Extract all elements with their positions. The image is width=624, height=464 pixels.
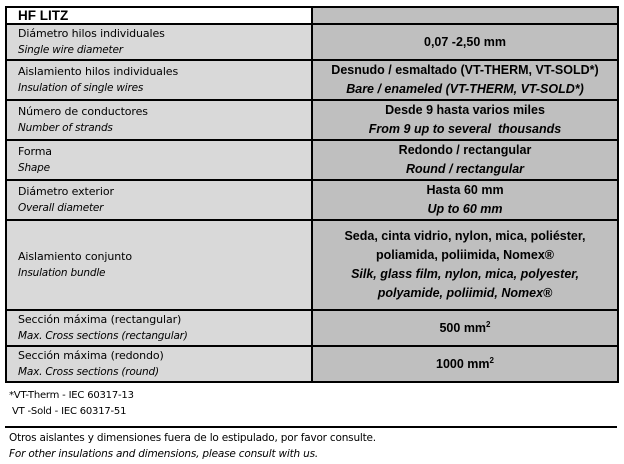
label-en: Max. Cross sections (rectangular) [18, 330, 188, 342]
value-es: Hasta 60 mm [426, 183, 504, 197]
label-es: Diámetro hilos individuales [18, 27, 165, 40]
value-unit-superscript: 2 [486, 319, 491, 329]
label-es: Diámetro exterior [18, 185, 114, 198]
row-value-cell [312, 180, 618, 220]
row-label-cell [6, 180, 312, 220]
label-en: Shape [18, 162, 50, 174]
value-en-line-1: Silk, glass film, nylon, mica, polyester, [351, 267, 579, 281]
row-value-cell [312, 310, 618, 346]
label-en: Overall diameter [18, 202, 104, 214]
row-label-cell [6, 24, 312, 60]
hf-litz-spec-table [5, 6, 619, 383]
row-label-cell [6, 60, 312, 100]
row-label-cell [6, 346, 312, 382]
table-row [6, 180, 618, 220]
table-title: HF LITZ [6, 7, 312, 24]
table-row [6, 60, 618, 100]
label-es: Sección máxima (rectangular) [18, 313, 182, 326]
footer-note [9, 430, 376, 462]
table-row [6, 346, 618, 382]
footnote-vt-therm: *VT-Therm - IEC 60317-13 [9, 390, 134, 401]
value [313, 319, 617, 338]
label-en: Insulation of single wires [18, 82, 144, 94]
label-es: Aislamiento hilos individuales [18, 65, 179, 78]
table-row [6, 310, 618, 346]
table-row [6, 220, 618, 310]
value-en-line-2: polyamide, poliimid, Nomex® [377, 286, 553, 300]
table-header-empty-cell [312, 7, 618, 24]
label-en: Number of strands [18, 122, 113, 134]
footnotes [9, 388, 134, 420]
value-es: Desnudo / esmaltado (VT-THERM, VT-SOLD*) [331, 63, 599, 77]
table-row [6, 140, 618, 180]
row-value-cell [312, 100, 618, 140]
label-es: Forma [18, 145, 52, 158]
label-en: Max. Cross sections (round) [18, 366, 159, 378]
value-es-line-1: Seda, cinta vidrio, nylon, mica, poliéster, [344, 229, 586, 243]
footer-en: For other insulations and dimensions, please consult with us. [9, 448, 318, 460]
row-value-cell [312, 346, 618, 382]
label-es: Aislamiento conjunto [18, 250, 132, 263]
value-number: 500 mm [439, 320, 487, 335]
value-es-line-2: poliamida, poliimida, Nomex® [376, 248, 554, 262]
label-en: Single wire diameter [18, 44, 123, 56]
value-es: Desde 9 hasta varios miles [385, 103, 545, 117]
value-es: 0,07 -2,50 mm [424, 34, 506, 49]
row-value-cell [312, 140, 618, 180]
label-en: Insulation bundle [18, 267, 106, 279]
value-number: 1000 mm [436, 356, 490, 371]
table-row [6, 100, 618, 140]
table-row [6, 24, 618, 60]
row-value-cell [312, 220, 618, 310]
label-es: Sección máxima (redondo) [18, 349, 164, 362]
row-label-cell [6, 140, 312, 180]
value-en: Round / rectangular [405, 162, 525, 176]
value-en: From 9 up to several thousands [368, 122, 562, 136]
row-label-cell [6, 100, 312, 140]
separator-line [5, 426, 617, 428]
value [313, 355, 617, 374]
value-en: Bare / enameled (VT-THERM, VT-SOLD*) [346, 82, 584, 96]
row-label-cell [6, 310, 312, 346]
value-es: Redondo / rectangular [398, 143, 532, 157]
value-en: Up to 60 mm [427, 202, 503, 216]
label-es: Número de conductores [18, 105, 148, 118]
table-header-row [6, 7, 618, 24]
footnote-vt-sold: VT -Sold - IEC 60317-51 [9, 406, 127, 417]
footer-es: Otros aislantes y dimensiones fuera de lo estipulado, por favor consulte. [9, 432, 376, 444]
row-value-cell [312, 60, 618, 100]
row-value-cell [312, 24, 618, 60]
value-unit-superscript: 2 [489, 355, 494, 365]
row-label-cell [6, 220, 312, 310]
